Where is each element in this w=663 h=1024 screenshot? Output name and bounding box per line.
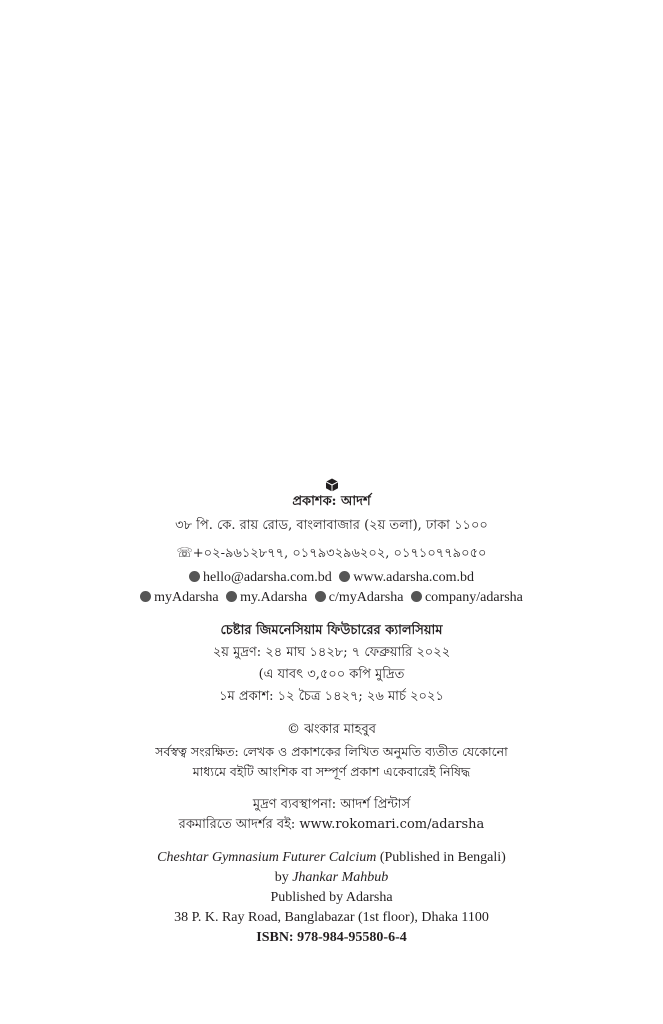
youtube-link[interactable]: c/myAdarsha [328,590,404,605]
web-icon [226,591,237,602]
email-icon [189,571,200,582]
book-title: চেষ্টার জিমনেসিয়াম ফিউচারের ক্যালসিয়াম [220,623,443,638]
facebook-link[interactable]: myAdarsha [154,590,219,605]
website-link[interactable]: www.adarsha.com.bd [353,570,475,585]
english-title-note: (Published in Bengali) [379,850,506,865]
copies-printed: (এ যাবৎ ৩,৫০০ কপি মুদ্রিত [258,667,405,682]
english-address: 38 P. K. Ray Road, Banglabazar (1st floor), Dhaka 1100 [174,910,489,925]
english-title-italic: Cheshtar Gymnasium Futurer Calcium [157,850,377,865]
publisher-phones: ☏+০২-৯৬১২৮৭৭, ০১৭৯৩২৯৬২০২, ০১৭১০৭৭৯০৫০ [176,546,487,561]
english-author-line [0,868,663,888]
print-management: মুদ্রণ ব্যবস্থাপনা: আদর্শ প্রিন্টার্স [252,797,411,812]
rokomari-line: রকমারিতে আদর্শর বই: www.rokomari.com/adarsha [178,817,485,832]
isbn: ISBN: 978-984-95580-6-4 [256,930,407,945]
english-by: by [274,870,289,885]
english-published-by: Published by Adarsha [270,890,393,905]
publisher-label: প্রকাশক: আদর্শ [292,494,371,509]
youtube-icon [315,591,326,602]
english-title [0,848,663,868]
contact-row-1 [0,568,663,588]
facebook-icon [140,591,151,602]
rights-line-2: মাধ্যমে বইটি আংশিক বা সম্পূর্ণ প্রকাশ একেবারেই নিষিদ্ধ [192,764,471,779]
linkedin-icon [411,591,422,602]
english-author: Jhankar Mahbub [292,870,389,885]
first-publication: ১ম প্রকাশ: ১২ চৈত্র ১৪২৭; ২৬ মার্চ ২০২১ [219,689,444,704]
imprint-page [0,478,663,948]
globe-icon [339,571,350,582]
second-print: ২য় মুদ্রণ: ২৪ মাঘ ১৪২৮; ৭ ফেব্রুয়ারি ২০২২ [212,645,451,660]
email-link[interactable]: hello@adarsha.com.bd [202,570,332,585]
adarsha-logo-icon [325,478,339,492]
contact-row-2 [0,588,663,608]
copyright: © ঝংকার মাহবুব [286,722,376,737]
linkedin-link[interactable]: company/adarsha [424,590,523,605]
rights-line-1: সর্বস্বত্ব সংরক্ষিত: লেখক ও প্রকাশকের লিখিত অনুমতি ব্যতীত যেকোনো [155,744,508,759]
publisher-address: ৩৮ পি. কে. রায় রোড, বাংলাবাজার (২য় তলা), ঢাকা ১১০০ [175,518,488,533]
web2-link[interactable]: my.Adarsha [240,590,308,605]
